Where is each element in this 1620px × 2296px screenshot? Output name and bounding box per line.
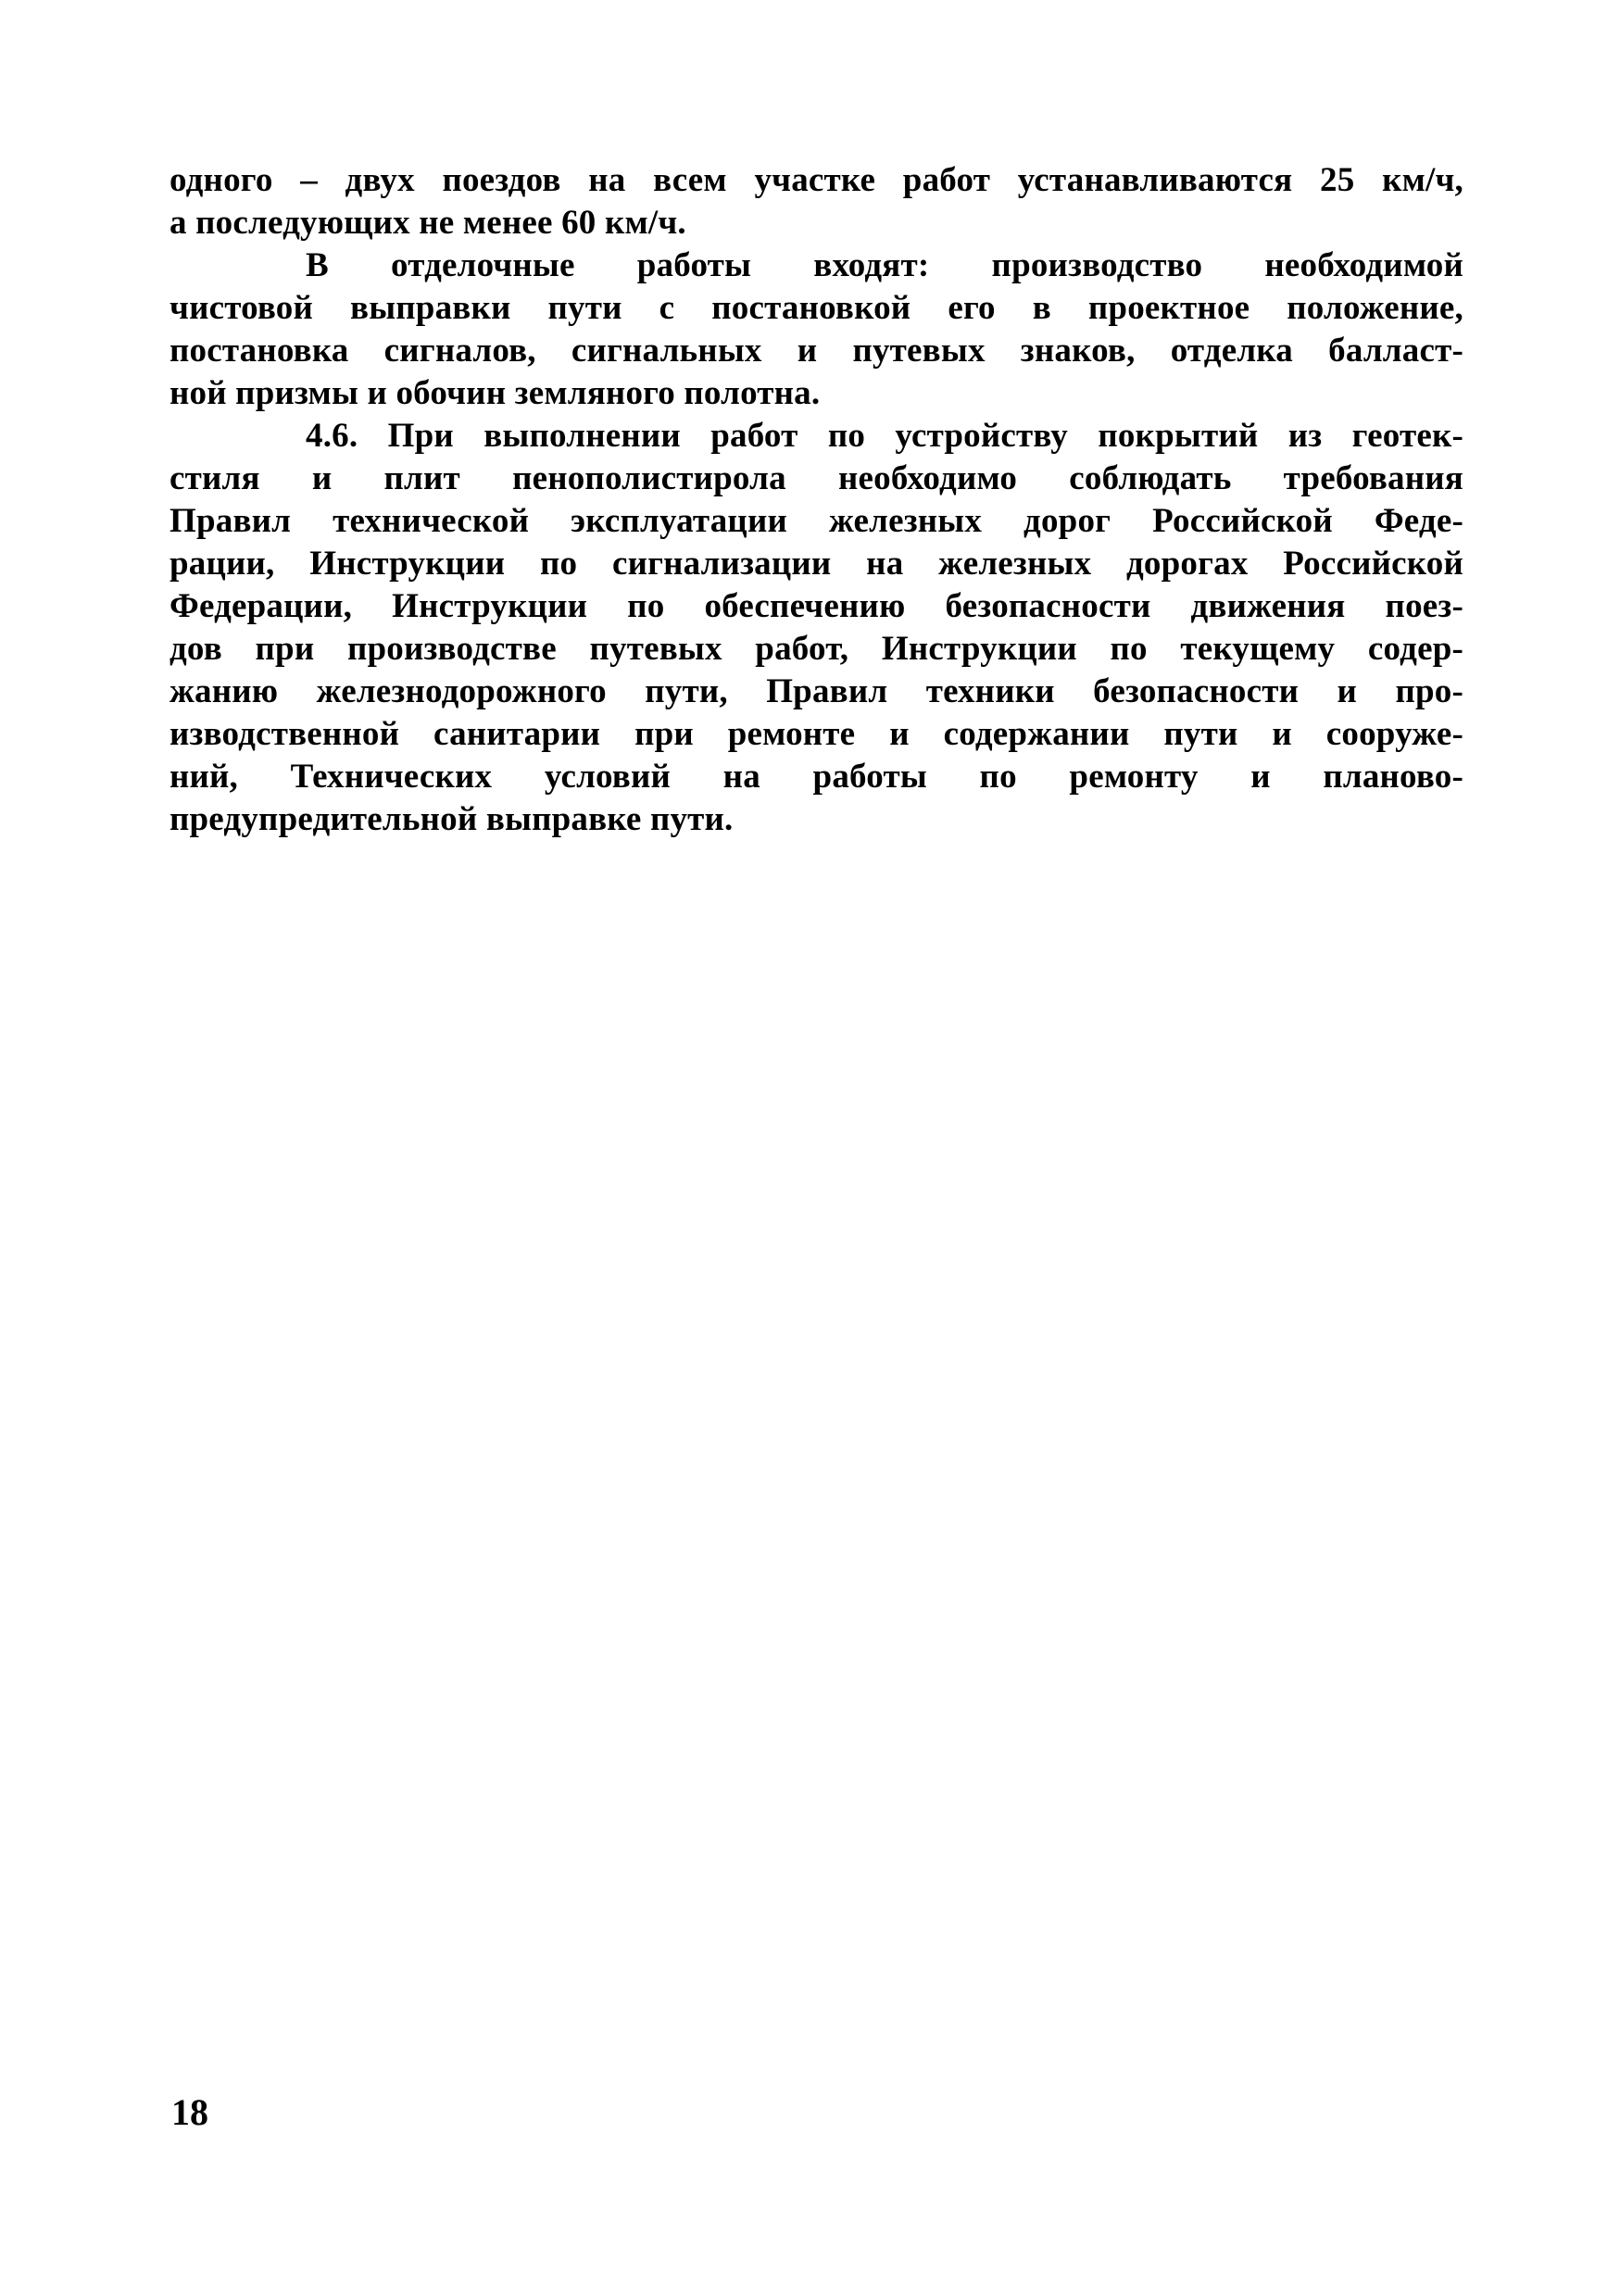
- page-number: 18: [171, 2091, 208, 2133]
- text-line: дов при производстве путевых работ, Инструкции по текущему содер-: [170, 630, 1463, 668]
- text-line: чистовой выправки пути с постановкой его в проектное положение,: [170, 289, 1463, 327]
- text-line: предупредительной выправке пути.: [170, 800, 734, 838]
- text-line: Федерации, Инструкции по обеспечению безопасности движения поез-: [170, 587, 1463, 625]
- text-line: изводственной санитарии при ремонте и содержании пути и сооруже-: [170, 715, 1463, 753]
- text-line: стиля и плит пенополистирола необходимо соблюдать требования: [170, 459, 1463, 497]
- text-line: рации, Инструкции по сигнализации на железных дорогах Российской: [170, 545, 1463, 583]
- text-line: одного – двух поездов на всем участке работ устанавливаются 25 км/ч,: [170, 161, 1463, 199]
- text-line: ной призмы и обочин земляного полотна.: [170, 374, 821, 412]
- text-line: 4.6. При выполнении работ по устройству покрытий из геотек-: [306, 417, 1463, 455]
- text-line: постановка сигналов, сигнальных и путевых знаков, отделка балласт-: [170, 332, 1463, 370]
- text-line: В отделочные работы входят: производство необходимой: [306, 246, 1463, 284]
- body-text: [170, 159, 1463, 841]
- text-line: жанию железнодорожного пути, Правил техники безопасности и про-: [170, 672, 1463, 710]
- text-line: ний, Технических условий на работы по ремонту и планово-: [170, 758, 1463, 796]
- text-line: Правил технической эксплуатации железных дорог Российской Феде-: [170, 502, 1463, 540]
- text-line: а последующих не менее 60 км/ч.: [170, 204, 686, 242]
